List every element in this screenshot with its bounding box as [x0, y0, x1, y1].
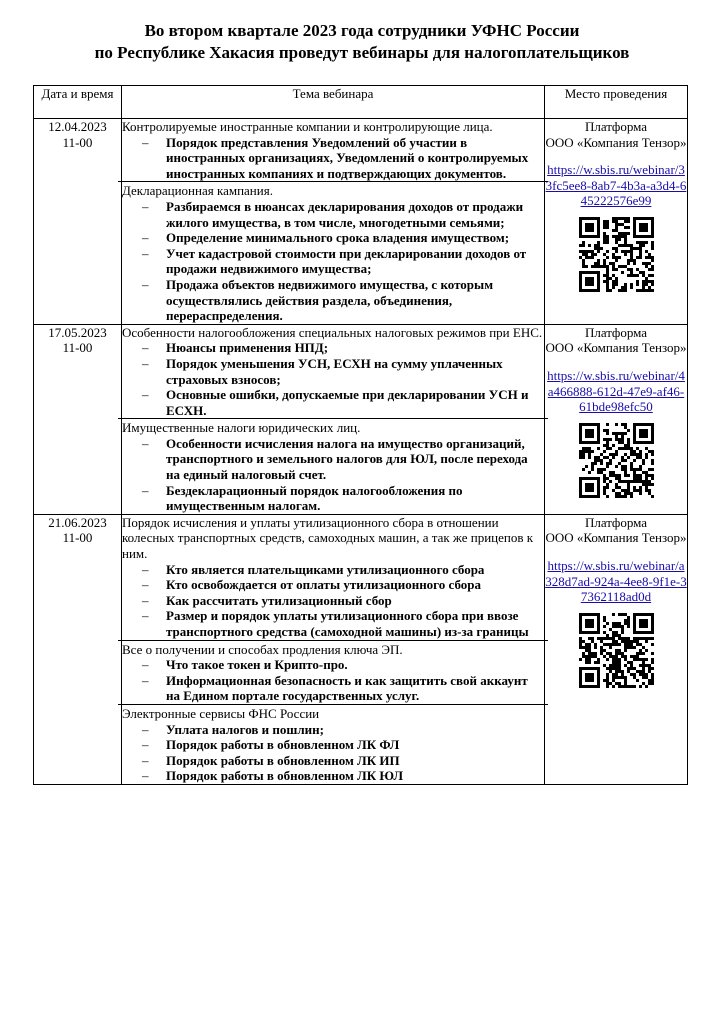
topic-title: Имущественные налоги юридических лиц. [122, 420, 361, 436]
topic-cell [122, 514, 545, 784]
topic-block [122, 325, 544, 419]
place-cell [545, 324, 688, 514]
list-item-text: Информационная безопасность и как защитить свой аккаунт на Едином портале государственных услуг. [166, 672, 528, 704]
list-item [122, 753, 544, 769]
dash-bullet-icon: – [142, 134, 149, 150]
dash-bullet-icon: – [142, 721, 149, 737]
list-item [122, 246, 544, 277]
list-item [122, 340, 544, 356]
list-item-text: Как рассчитать утилизационный сбор [166, 592, 392, 608]
dash-bullet-icon: – [142, 672, 149, 688]
header-place: Место проведения [545, 86, 688, 119]
webinar-time: 11-00 [62, 134, 93, 150]
list-item [122, 737, 544, 753]
webinar-time: 11-00 [62, 530, 93, 546]
webinar-link[interactable]: https://w.sbis.ru/webinar/4a466888-612d-47e9-af46-61bde98efc50 [547, 367, 685, 415]
dash-bullet-icon: – [142, 245, 149, 261]
topic-block [118, 704, 548, 784]
list-item-text: Уплата налогов и пошлин; [166, 721, 324, 737]
list-item-text: Порядок представления Уведомлений об участии в иностранных организациях, Уведомлений о контролируемых иностранных компаниях и подтверждающих документов. [166, 134, 529, 181]
list-item [122, 277, 544, 324]
dash-bullet-icon: – [142, 592, 149, 608]
topic-title: Особенности налогообложения специальных налоговых режимов при ЕНС. [122, 324, 543, 340]
topic-cell [122, 324, 545, 514]
list-item [122, 577, 544, 593]
dash-bullet-icon: – [142, 482, 149, 498]
list-item [122, 608, 544, 639]
dash-bullet-icon: – [142, 340, 149, 356]
list-item [122, 199, 544, 230]
date-time-cell [34, 119, 122, 325]
dash-bullet-icon: – [142, 355, 149, 371]
organization-name: ООО «Компания Тензор» [545, 530, 687, 546]
topic-block [122, 515, 544, 640]
dash-bullet-icon: – [142, 230, 149, 246]
topic-item-list [122, 562, 544, 640]
topic-item-list [122, 722, 544, 784]
list-item-text: Порядок работы в обновленном ЛК ФЛ [166, 737, 400, 753]
dash-bullet-icon: – [142, 752, 149, 768]
list-item [122, 593, 544, 609]
list-item [122, 230, 544, 246]
title-line-2: по Республике Хакасия проведут вебинары для налогоплательщиков [94, 43, 630, 62]
list-item [122, 722, 544, 738]
list-item-text: Порядок работы в обновленном ЛК ИП [166, 752, 400, 768]
dash-bullet-icon: – [142, 768, 149, 784]
list-item [122, 673, 544, 704]
organization-name: ООО «Компания Тензор» [545, 340, 687, 356]
qr-code-icon [579, 613, 654, 688]
list-item-text: Особенности исчисления налога на имущество организаций, транспортного и земельного налогов для ЮЛ, после перехода на единый налоговый счет. [166, 435, 528, 483]
webinar-date: 21.06.2023 [48, 514, 107, 530]
topic-title: Декларационная кампания. [122, 183, 273, 199]
list-item-text: Основные ошибки, допускаемые при декларировании УСН и ЕСХН. [166, 387, 529, 418]
list-item-text: Порядок уменьшения УСН, ЕСХН на сумму уплаченных страховых взносов; [166, 355, 503, 387]
topic-block [118, 181, 548, 323]
topic-block [118, 418, 548, 514]
topic-block [122, 119, 544, 181]
list-item [122, 436, 544, 483]
qr-code-icon [579, 423, 654, 498]
list-item [122, 387, 544, 418]
topic-item-list [122, 436, 544, 514]
topic-cell [122, 119, 545, 325]
dash-bullet-icon: – [142, 608, 149, 624]
webinar-link[interactable]: https://w.sbis.ru/webinar/a328d7ad-924a-4ee8-9f1e-37362118ad0d [545, 558, 687, 605]
platform-label: Платформа [584, 514, 648, 530]
header-topic: Тема вебинара [122, 86, 545, 119]
topic-title: Порядок исчисления и уплаты утилизационного сбора в отношении колесных транспортных средств, самоходных машин, а так же прицепов к ним. [122, 514, 534, 562]
dash-bullet-icon: – [142, 737, 149, 753]
webinar-date: 12.04.2023 [48, 119, 107, 134]
place-cell [545, 119, 688, 325]
list-item [122, 657, 544, 673]
dash-bullet-icon: – [142, 657, 149, 673]
list-item [122, 768, 544, 784]
header-date: Дата и время [34, 86, 122, 119]
platform-label: Платформа [584, 324, 648, 340]
dash-bullet-icon: – [142, 435, 149, 451]
dash-bullet-icon: – [142, 561, 149, 577]
table-row [34, 514, 688, 784]
topic-item-list [122, 340, 544, 418]
list-item-text: Определение минимального срока владения имуществом; [166, 230, 510, 246]
webinar-schedule-table [33, 85, 688, 785]
qr-code-icon [579, 217, 654, 292]
list-item-text: Нюансы применения НПД; [166, 340, 329, 356]
list-item-text: Бездекларационный порядок налогообложения по имущественным налогам. [166, 482, 463, 514]
topic-item-list [122, 199, 544, 324]
dash-bullet-icon: – [142, 577, 149, 593]
webinar-link[interactable]: https://w.sbis.ru/webinar/33fc5ee8-8ab7-4b3a-a3d4-645222576e99 [545, 162, 687, 209]
date-time-cell [34, 514, 122, 784]
title-line-1: Во втором квартале 2023 года сотрудники УФНС России [144, 21, 580, 40]
table-row [34, 324, 688, 514]
list-item-text: Кто освобождается от оплаты утилизационного сбора [166, 577, 482, 593]
list-item-text: Что такое токен и Крипто-про. [166, 657, 348, 673]
table-header-row [34, 86, 688, 119]
list-item [122, 562, 544, 578]
date-time-cell [34, 324, 122, 514]
topic-item-list [122, 657, 544, 704]
list-item-text: Размер и порядок уплаты утилизационного сбора при ввозе транспортного средства (самоходной машины) из-за границы [166, 608, 529, 639]
platform-label: Платформа [584, 119, 648, 134]
list-item [122, 135, 544, 182]
list-item-text: Учет кадастровой стоимости при декларировании доходов от продажи недвижимого имущества; [166, 245, 527, 277]
list-item-text: Разбираемся в нюансах декларирования доходов от продажи жилого имущества, в том числе, многодетными семьями; [166, 198, 524, 230]
topic-item-list [122, 135, 544, 182]
list-item-text: Продажа объектов недвижимого имущества, с которым осуществлялись действия раздела, объединения, перераспределения. [166, 276, 494, 324]
place-cell [545, 514, 688, 784]
page-title [0, 20, 724, 64]
webinar-time: 11-00 [62, 340, 93, 356]
webinar-date: 17.05.2023 [48, 324, 107, 340]
organization-name: ООО «Компания Тензор» [545, 134, 687, 150]
dash-bullet-icon: – [142, 276, 149, 292]
list-item [122, 356, 544, 387]
topic-title: Все о получении и способах продления ключа ЭП. [122, 641, 403, 657]
topic-block [118, 640, 548, 704]
dash-bullet-icon: – [142, 387, 149, 403]
table-row [34, 119, 688, 325]
list-item-text: Кто является плательщиками утилизационного сбора [166, 561, 485, 577]
topic-title: Электронные сервисы ФНС России [122, 705, 320, 721]
list-item-text: Порядок работы в обновленном ЛК ЮЛ [166, 768, 404, 784]
list-item [122, 483, 544, 514]
topic-title: Контролируемые иностранные компании и контролирующие лица. [122, 119, 493, 134]
dash-bullet-icon: – [142, 198, 149, 214]
